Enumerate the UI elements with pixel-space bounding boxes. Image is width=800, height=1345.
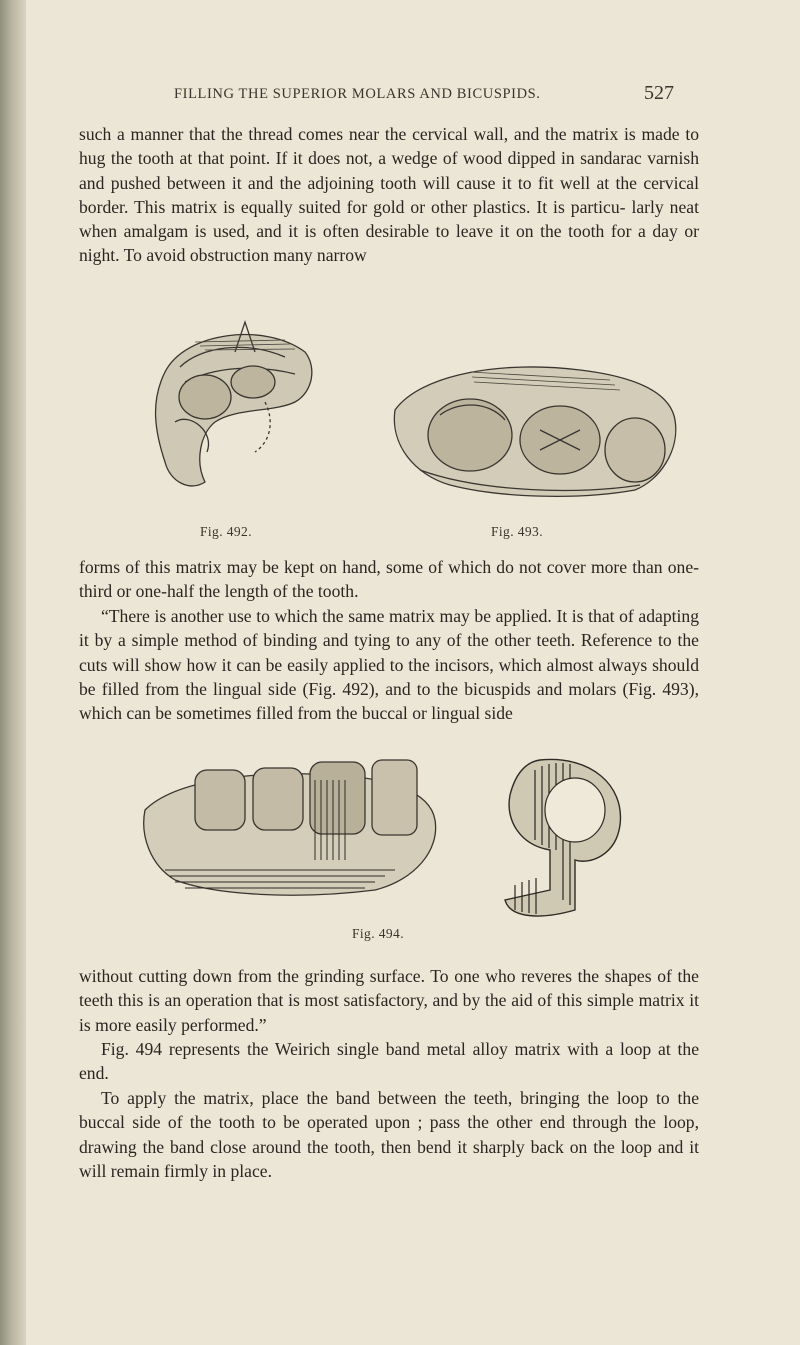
fig-493-caption: Fig. 493. <box>491 524 543 539</box>
paragraph-5: Fig. 494 represents the Weirich single band metal alloy matrix with a loop at the end. <box>79 1039 699 1084</box>
fig-494-illustration-jaw <box>135 740 445 905</box>
paragraph-4: without cutting down from the grinding surface. To one who reveres the shapes of the teeth this is an operation that is most satisfactory, and by the aid of this simple matrix it is more easily performed.” <box>79 966 699 1035</box>
fig-493-illustration <box>380 350 685 502</box>
paragraph-2: forms of this matrix may be kept on hand, some of which do not cover more than one-third or one-half the length of the tooth. <box>79 557 699 602</box>
paragraph-6: To apply the matrix, place the band between the teeth, bringing the loop to the buccal side of the tooth to be operated upon ; pass the other end through the loop, drawing the band close around the tooth, then bend it sharply back on the loop and it will remain firmly in place. <box>79 1088 699 1181</box>
fig-494-caption: Fig. 494. <box>352 926 404 941</box>
fig-492-illustration <box>145 312 320 508</box>
running-head-title: FILLING THE SUPERIOR MOLARS AND BICUSPIDS. <box>174 86 541 102</box>
page-number: 527 <box>644 82 674 104</box>
paragraph-1: such a manner that the thread comes near the cervical wall, and the matrix is made to hug the tooth at that point. If it does not, a wedge of wood dipped in sandarac varnish and pushed between it and the adjoining tooth will cause it to fit well at the cervical border. This matrix is equally suited for gold or other plastics. It is particu- larly neat when amalgam is used, and it is often desirable to leave it on the tooth for a day or night. To avoid obstruction many narrow <box>79 124 699 266</box>
fig-492-caption: Fig. 492. <box>200 524 252 539</box>
book-binding-edge <box>0 0 26 1345</box>
fig-494-illustration-band <box>480 750 635 925</box>
paragraph-3: “There is another use to which the same matrix may be applied. It is that of adapting it by a simple method of binding and tying to any of the other teeth. Reference to the cuts will show how it can be easily applied to the incisors, which almost always should be filled from the lingual side (Fig. 492), and to the bicuspids and molars (Fig. 493), which can be sometimes filled from the buccal or lingual side <box>79 606 699 724</box>
